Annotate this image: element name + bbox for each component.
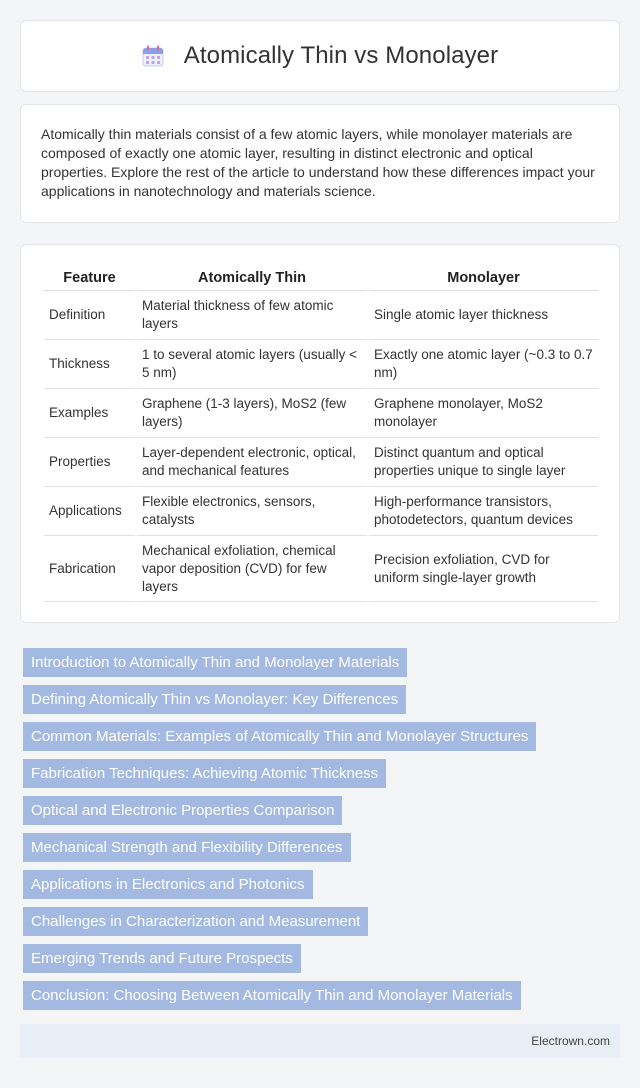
toc-link-properties[interactable]: Optical and Electronic Properties Comparison (23, 796, 342, 825)
table-header-row (44, 265, 598, 291)
table-row (44, 487, 598, 536)
title-card (20, 20, 620, 92)
row-atomically-thin: Graphene (1-3 layers), MoS2 (few layers) (137, 389, 367, 438)
table-row (44, 389, 598, 438)
row-monolayer: Graphene monolayer, MoS2 monolayer (369, 389, 598, 438)
row-feature: Properties (44, 438, 135, 487)
header-atomically-thin: Atomically Thin (137, 265, 367, 291)
row-feature: Applications (44, 487, 135, 536)
footer (20, 1024, 620, 1058)
calendar-icon (142, 45, 164, 67)
row-monolayer: Exactly one atomic layer (~0.3 to 0.7 nm) (369, 340, 598, 389)
table-row (44, 438, 598, 487)
row-feature: Fabrication (44, 536, 135, 602)
row-monolayer: Distinct quantum and optical properties unique to single layer (369, 438, 598, 487)
toc-link-mechanical[interactable]: Mechanical Strength and Flexibility Differences (23, 833, 351, 862)
comparison-table-card (20, 244, 620, 623)
toc-link-common-materials[interactable]: Common Materials: Examples of Atomically Thin and Monolayer Structures (23, 722, 536, 751)
table-row (44, 340, 598, 389)
row-atomically-thin: Material thickness of few atomic layers (137, 291, 367, 340)
toc-link-introduction[interactable]: Introduction to Atomically Thin and Monolayer Materials (23, 648, 407, 677)
row-atomically-thin: Layer-dependent electronic, optical, and mechanical features (137, 438, 367, 487)
header-monolayer: Monolayer (369, 265, 598, 291)
toc-link-trends[interactable]: Emerging Trends and Future Prospects (23, 944, 301, 973)
row-atomically-thin: Mechanical exfoliation, chemical vapor deposition (CVD) for few layers (137, 536, 367, 602)
row-monolayer: Single atomic layer thickness (369, 291, 598, 340)
row-atomically-thin: 1 to several atomic layers (usually < 5 nm) (137, 340, 367, 389)
header-feature: Feature (44, 265, 135, 291)
row-feature: Definition (44, 291, 135, 340)
row-feature: Thickness (44, 340, 135, 389)
table-row (44, 536, 598, 602)
footer-brand: Electrown.com (531, 1034, 610, 1048)
toc-link-fabrication[interactable]: Fabrication Techniques: Achieving Atomic Thickness (23, 759, 386, 788)
row-monolayer: Precision exfoliation, CVD for uniform single-layer growth (369, 536, 598, 602)
row-feature: Examples (44, 389, 135, 438)
row-monolayer: High-performance transistors, photodetectors, quantum devices (369, 487, 598, 536)
intro-paragraph: Atomically thin materials consist of a few atomic layers, while monolayer materials are composed of exactly one atomic layer, resulting in distinct electronic and optical properties. Explore the rest of the article to understand how these differences impact your applications in nanotechnology and materials science. (41, 126, 595, 199)
row-atomically-thin: Flexible electronics, sensors, catalysts (137, 487, 367, 536)
table-row (44, 291, 598, 340)
title-wrap (142, 42, 498, 70)
toc-link-applications[interactable]: Applications in Electronics and Photonics (23, 870, 313, 899)
toc-link-conclusion[interactable]: Conclusion: Choosing Between Atomically Thin and Monolayer Materials (23, 981, 521, 1010)
page-title: Atomically Thin vs Monolayer (183, 42, 499, 69)
intro-card (20, 104, 620, 223)
toc-link-defining[interactable]: Defining Atomically Thin vs Monolayer: Key Differences (23, 685, 406, 714)
comparison-table (42, 265, 600, 602)
toc-link-challenges[interactable]: Challenges in Characterization and Measurement (23, 907, 368, 936)
